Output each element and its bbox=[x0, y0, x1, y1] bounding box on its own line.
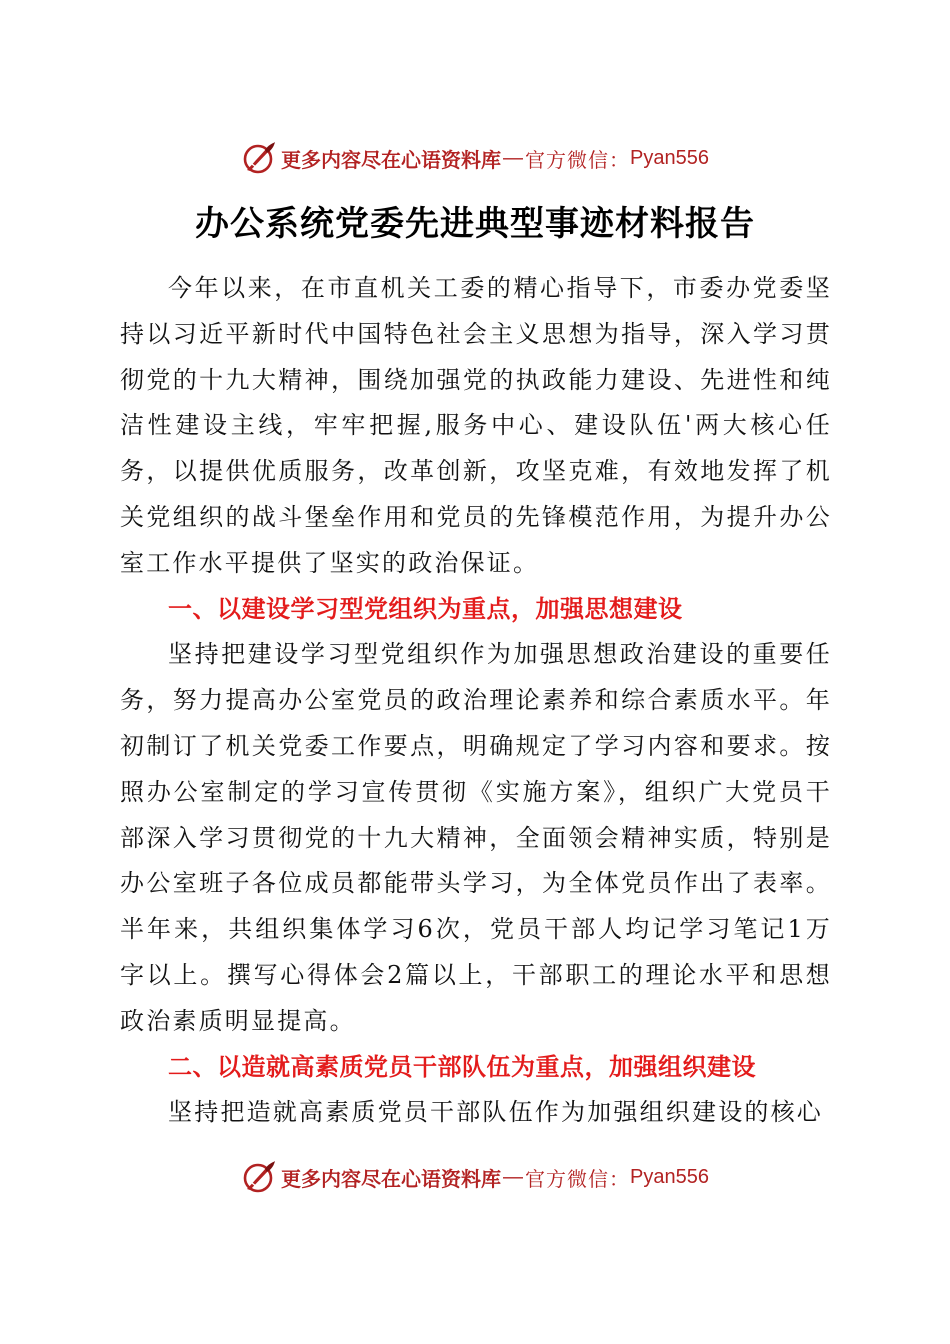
banner-lead-text: 更多内容尽在心语资料库 bbox=[281, 1166, 502, 1191]
section-1-paragraph: 坚持把建设学习型党组织作为加强思想政治建设的重要任务，努力提高办公室党员的政治理论素养和综合素质水平。年初制订了机关党委工作要点，明确规定了学习内容和要求。按照办公室制定的学习宣传贯彻《实施方案》，组织广大党员干部深入学习贯彻党的十九大精神，全面领会精神实质，特别是办公室班子各位成员都能带头学习，为全体党员作出了表率。半年来，共组织集体学习6次，党员干部人均记学习笔记1万字以上。撰写心得体会2篇以上，干部职工的理论水平和思想政治素质明显提高。 bbox=[120, 640, 832, 1035]
banner-dash: — bbox=[503, 146, 524, 169]
banner-wechat-handle: Pyan556 bbox=[630, 1165, 709, 1188]
banner-lead-text: 更多内容尽在心语资料库 bbox=[281, 147, 502, 172]
banner-official-label: 官方微信： bbox=[525, 147, 631, 172]
banner-official-label: 官方微信： bbox=[525, 1166, 631, 1191]
quill-pen-logo-icon bbox=[241, 140, 277, 176]
banner-dash: — bbox=[503, 1165, 524, 1188]
document-title: 办公系统党委先进典型事迹材料报告 bbox=[195, 204, 755, 244]
section-heading-2: 二、以造就高素质党员干部队伍为重点，加强组织建设 bbox=[168, 1052, 756, 1081]
section-2-paragraph: 坚持把造就高素质党员干部队伍作为加强组织建设的核心 bbox=[168, 1098, 823, 1127]
banner-wechat-handle: Pyan556 bbox=[630, 146, 709, 169]
footer-banner bbox=[0, 1157, 950, 1197]
section-heading-1: 一、以建设学习型党组织为重点，加强思想建设 bbox=[168, 594, 683, 623]
quill-pen-logo-icon bbox=[241, 1159, 277, 1195]
intro-paragraph: 今年以来，在市直机关工委的精心指导下，市委办党委坚持以习近平新时代中国特色社会主义思想为指导，深入学习贯彻党的十九大精神，围绕加强党的执政能力建设、先进性和纯洁性建设主线，牢牢把握,服务中心、建设队伍'两大核心任务，以提供优质服务，改革创新，攻坚克难，有效地发挥了机关党组织的战斗堡垒作用和党员的先锋模范作用，为提升办公室工作水平提供了坚实的政治保证。 bbox=[120, 274, 832, 577]
header-banner bbox=[0, 138, 950, 178]
document-body bbox=[120, 266, 832, 1136]
